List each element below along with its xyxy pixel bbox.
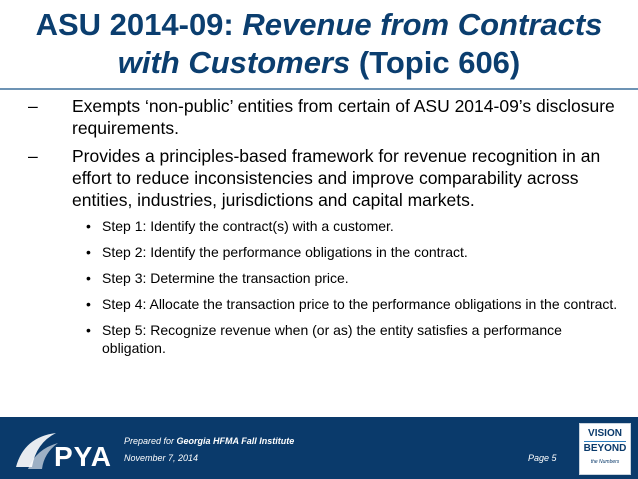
bullet-dot: •	[86, 296, 91, 312]
title-topic-code: (Topic 606)	[358, 45, 521, 80]
slide-footer	[0, 417, 638, 479]
step-2	[28, 243, 628, 261]
title-asu-number: ASU 2014-09:	[35, 7, 234, 42]
bullet-dot: •	[86, 218, 91, 234]
prepared-for-line	[124, 436, 294, 446]
pya-logo	[14, 427, 114, 473]
step-5	[28, 321, 628, 357]
vision-beyond-badge	[579, 423, 631, 475]
step-text: Step 2: Identify the performance obligations in the contract.	[102, 244, 468, 260]
title-topic-name-part1: Revenue from Contracts	[242, 7, 603, 42]
bullet-dot: •	[86, 322, 91, 338]
step-4	[28, 295, 628, 313]
dash-marker: –	[28, 146, 38, 166]
steps-list	[28, 217, 628, 357]
title-topic-name-part2: with Customers	[117, 45, 351, 80]
bullet-text: Provides a principles-based framework for revenue recognition in an effort to reduce inconsistencies and improve comparability across entities, industries, jurisdictions and capital markets.	[72, 146, 601, 210]
prepared-audience: Georgia HFMA Fall Institute	[176, 436, 295, 446]
step-text: Step 4: Allocate the transaction price to the performance obligations in the contract.	[102, 296, 618, 312]
logo-wordmark: PYA	[54, 441, 113, 472]
bullet-dot: •	[86, 244, 91, 260]
bullet-text: Exempts ‘non-public’ entities from certain of ASU 2014-09’s disclosure requirements.	[72, 96, 615, 138]
page-number: Page 5	[528, 453, 557, 463]
step-text: Step 5: Recognize revenue when (or as) the entity satisfies a performance obligation.	[102, 322, 562, 356]
bullet-dot: •	[86, 270, 91, 286]
step-3	[28, 269, 628, 287]
title-line-2	[0, 44, 638, 82]
slide-title	[0, 0, 638, 86]
prepared-prefix: Prepared for	[124, 436, 175, 446]
title-line-1	[0, 6, 638, 44]
title-divider	[0, 88, 638, 90]
step-text: Step 3: Determine the transaction price.	[102, 270, 349, 286]
badge-line-3: the Numbers	[590, 459, 620, 465]
step-1	[28, 217, 628, 235]
step-text: Step 1: Identify the contract(s) with a customer.	[102, 218, 394, 234]
badge-line-2: BEYOND	[583, 443, 627, 454]
bullet-framework	[28, 145, 628, 211]
bullet-exemption	[28, 95, 628, 139]
slide-body	[28, 95, 628, 365]
dash-marker: –	[28, 96, 38, 116]
presentation-date: November 7, 2014	[124, 453, 199, 463]
badge-divider	[584, 441, 626, 442]
badge-line-1: VISION	[588, 428, 622, 439]
